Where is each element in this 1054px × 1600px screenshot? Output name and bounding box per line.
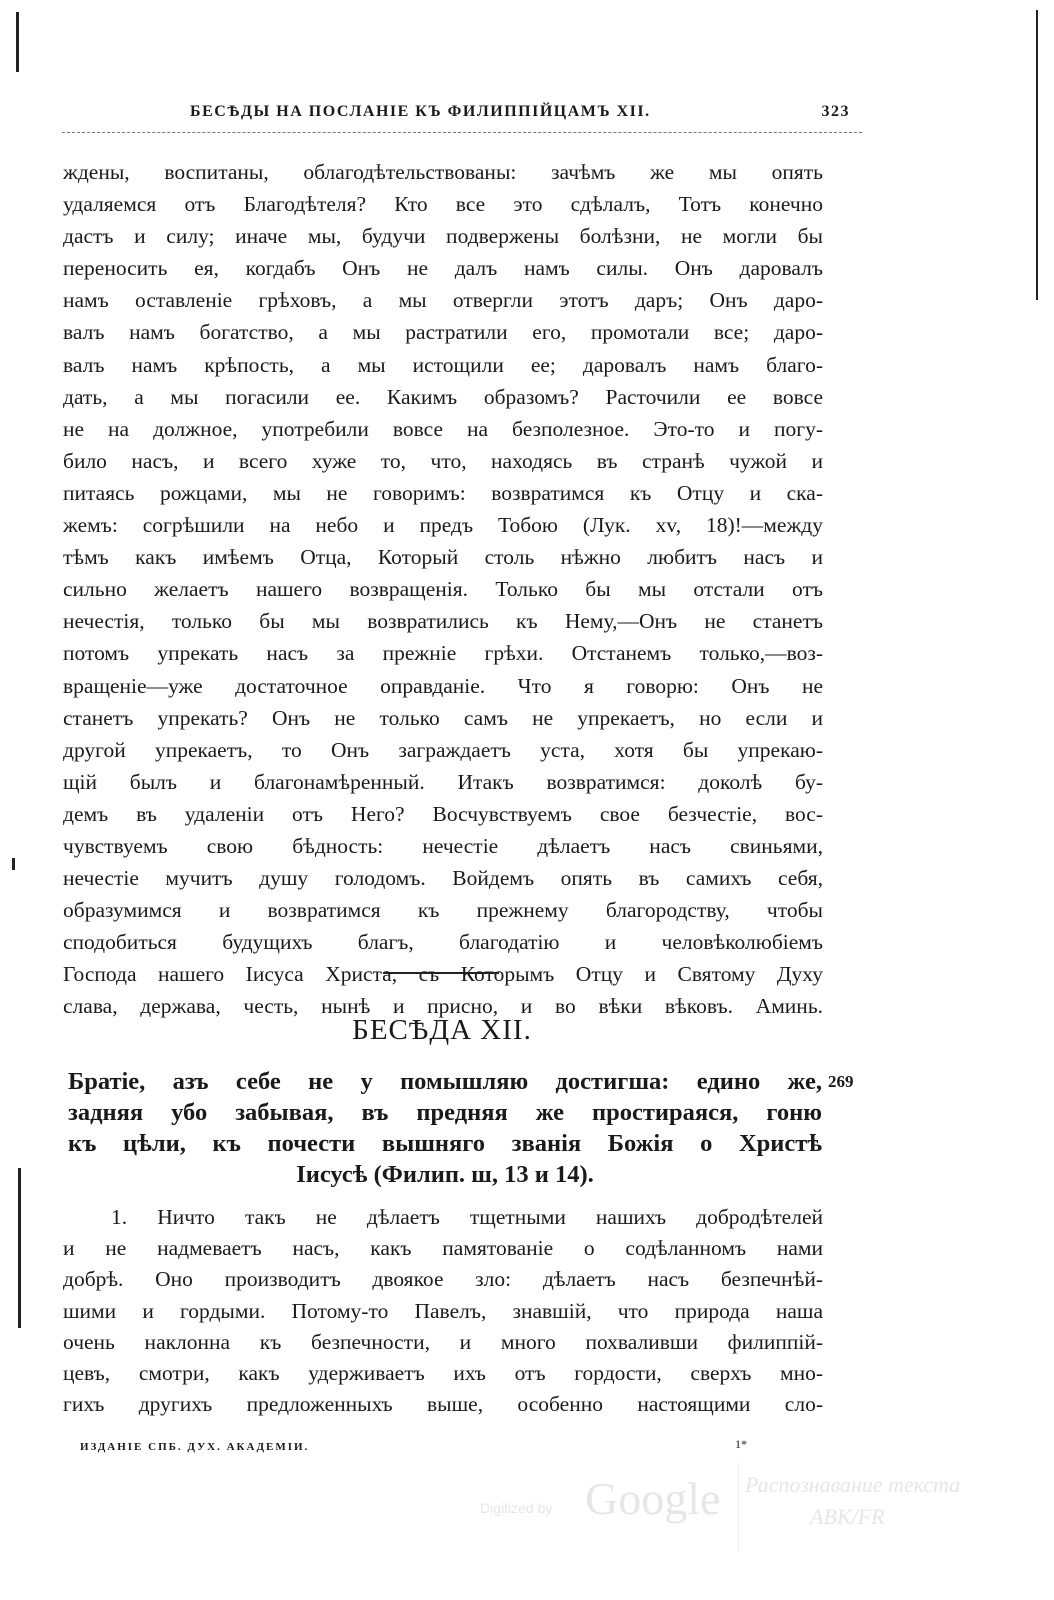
paragraph [63,1202,823,1420]
header-rule [62,132,862,133]
section-title: БЕСѢДА XII. [352,1014,532,1046]
body-text-line: дастъ и силу; иначе мы, будучи подвержены болѣзни, не могли бы [63,224,823,249]
scan-mark [1036,10,1038,300]
watermark-digitized: Digitized by [480,1500,553,1516]
body-text-line: демъ въ удаленіи отъ Него? Восчувствуемъ свое безчестіе, вос- [63,801,823,826]
body-text-line: слава, держава, честь, нынѣ и присно, и во вѣки вѣковъ. Аминь. [63,994,823,1019]
body-text-line: переносить ея, когдабъ Онъ не далъ намъ силы. Онъ даровалъ [63,256,823,281]
paragraph-line: шими и гордыми. Потому-то Павелъ, знавшій, что природа наша [63,1298,823,1323]
footer-imprint: ИЗДАНІЕ СПБ. ДУХ. АКАДЕМІИ. [80,1441,310,1453]
section-divider [383,972,499,974]
body-text-line: дать, а мы погасили ее. Какимъ образомъ? Расточили ее вовсе [63,384,823,409]
body-text [63,156,823,1023]
body-text-line: ждены, воспитаны, облагодѣтельствованы: зачѣмъ же мы опять [63,160,823,184]
paragraph-line: добрѣ. Оно производитъ двоякое зло: дѣлаетъ насъ безпечнѣй- [63,1267,823,1292]
body-text-line: вращеніе—уже достаточное оправданіе. Что я говорю: Онъ не [63,673,823,698]
scan-mark [12,858,15,870]
body-text-line: сподобиться будущихъ благъ, благодатію и человѣколюбіемъ [63,930,823,955]
body-text-line: валъ намъ богатство, а мы растратили его, промотали все; даро- [63,320,823,345]
body-text-line: жемъ: согрѣшили на небо и предъ Тобою (Лук. xv, 18)!—между [63,513,823,538]
running-header [190,103,850,121]
page-number: 323 [821,103,850,120]
paragraph-line: гихъ другихъ предложенныхъ выше, особенно настоящими сло- [63,1392,823,1417]
body-text-line: тѣмъ какъ имѣемъ Отца, Который столь нѣжно любитъ насъ и [63,545,823,570]
epigraph [68,1066,822,1190]
body-text-line: Господа нашего Іисуса Христа, съ Которымъ Отцу и Святому Духу [63,962,823,987]
body-text-line: чувствуемъ свою бѣдность: нечестіе дѣлаетъ насъ свиньями, [63,833,823,858]
watermark-separator [738,1462,739,1552]
running-title: БЕСѢДЫ НА ПОСЛАНІЕ КЪ ФИЛИППІЙЦАМЪ XII. [190,103,651,120]
watermark-text-1: Распознавание текста [745,1472,961,1497]
body-text-line: удаляемся отъ Благодѣтеля? Кто все это сдѣлалъ, Тотъ конечно [63,192,823,217]
epigraph-line: Братіе, азъ себе не у помышляю достигша: едино же, [68,1068,822,1095]
body-text-line: щій былъ и благонамѣренный. Итакъ возвратимся: доколѣ бу- [63,769,823,794]
watermark-text-2: ABK/FR [810,1504,885,1529]
signature-mark: 1* [735,1437,747,1451]
paragraph-line: очень наклонна къ безпечности, и много похваливши филиппій- [63,1329,823,1354]
watermark-google: Google [585,1473,721,1524]
watermark [480,1472,1000,1552]
epigraph-line: задняя убо забывая, въ предняя же простираяся, гоню [68,1099,822,1126]
body-text-line: питаясь рожцами, мы не говоримъ: возвратимся къ Отцу и ска- [63,480,823,505]
body-text-line: нечестіе мучитъ душу голодомъ. Войдемъ опять въ самихъ себя, [63,866,823,891]
body-text-line: потомъ упрекать насъ за прежніе грѣхи. Отстанемъ только,—воз- [63,641,823,666]
body-text-line: не на должное, употребили вовсе на безполезное. Это-то и погу- [63,416,823,441]
body-text-line: другой упрекаетъ, то Онъ заграждаетъ уста, хотя бы упрекаю- [63,737,823,762]
body-text-line: било насъ, и всего хуже то, что, находясь въ странѣ чужой и [63,448,823,473]
margin-number: 269 [828,1072,854,1091]
epigraph-line: Іисусѣ (Филип. ш, 13 и 14). [296,1161,594,1188]
paragraph-line: 1. Ничто такъ не дѣлаетъ тщетными нашихъ добродѣтелей [111,1205,823,1229]
body-text-line: валъ намъ крѣпость, а мы истощили ее; даровалъ намъ благо- [63,352,823,377]
body-text-line: нечестія, только бы мы возвратились къ Нему,—Онъ не станетъ [63,609,823,634]
body-text-line: сильно желаетъ нашего возвращенія. Только бы мы отстали отъ [63,577,823,602]
paragraph-line: и не надмеваетъ насъ, какъ памятованіе о содѣланномъ нами [63,1236,823,1261]
body-text-line: станетъ упрекать? Онъ не только самъ не упрекаетъ, но если и [63,705,823,730]
paragraph-line: цевъ, смотри, какъ удерживаетъ ихъ отъ гордости, сверхъ мно- [63,1361,823,1386]
body-text-line: намъ оставленіе грѣховъ, а мы отвергли этотъ даръ; Онъ даро- [63,288,823,313]
scan-mark [18,1168,21,1328]
scan-mark [16,12,19,72]
body-text-line: образумимся и возвратимся къ прежнему благородству, чтобы [63,898,823,923]
epigraph-line: къ цѣли, къ почести вышняго званія Божія о Христѣ [68,1130,822,1157]
